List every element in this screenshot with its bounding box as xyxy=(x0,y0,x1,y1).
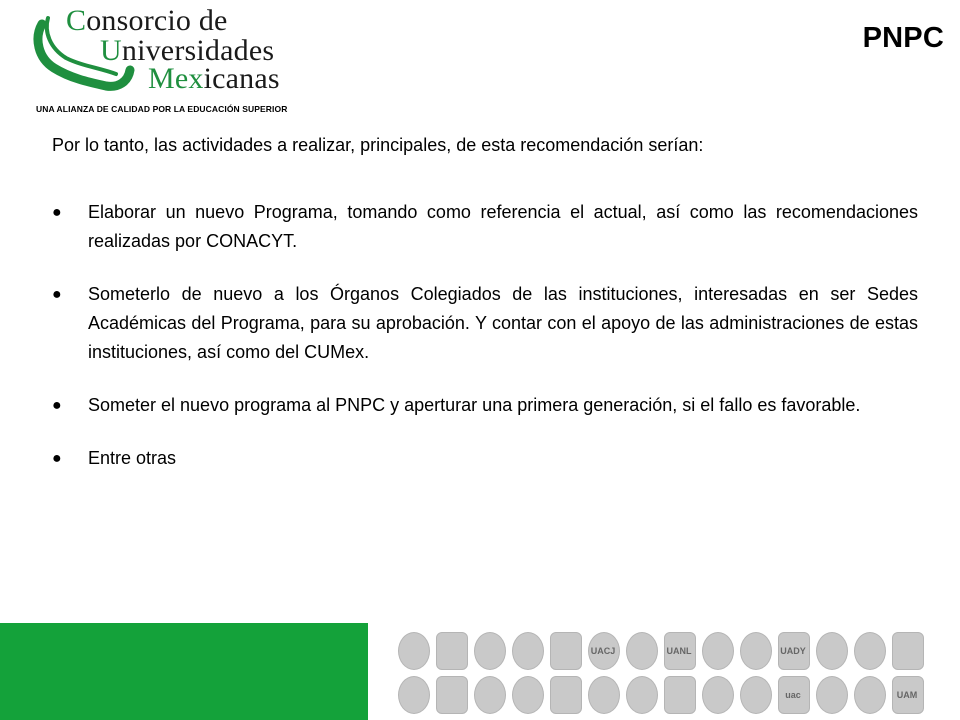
activities-list xyxy=(52,198,918,473)
intro-paragraph: Por lo tanto, las actividades a realizar, principales, de esta recomendación serían: xyxy=(52,135,704,155)
university-emblem-icon xyxy=(740,632,772,670)
university-emblem-label: UANL xyxy=(666,646,692,656)
list-item-text: Someterlo de nuevo a los Órganos Colegiados de las instituciones, interesadas en ser Sedes Académicas del Programa, para su aprobación. Y contar con el apoyo de las administraciones de estas instituciones, así como del CUMex. xyxy=(88,284,918,362)
university-emblem-label: UAM xyxy=(896,690,918,700)
logo-tagline: UNA ALIANZA DE CALIDAD POR LA EDUCACIÓN SUPERIOR xyxy=(36,104,288,114)
university-emblem-icon xyxy=(436,632,468,670)
university-emblems-strip xyxy=(394,632,960,720)
university-emblem-icon xyxy=(702,632,734,670)
list-item xyxy=(52,444,918,473)
list-item xyxy=(52,391,918,420)
university-emblem-icon xyxy=(816,632,848,670)
university-emblem-icon xyxy=(664,676,696,714)
university-emblem-icon xyxy=(854,632,886,670)
bullet-icon: ● xyxy=(52,286,62,303)
bullet-icon: ● xyxy=(52,204,62,221)
university-emblem-icon xyxy=(892,632,924,670)
list-item xyxy=(52,198,918,256)
university-emblem-icon xyxy=(474,632,506,670)
university-emblem-label: UADY xyxy=(780,646,806,656)
university-emblem-label: uac xyxy=(785,690,801,700)
list-item xyxy=(52,280,918,367)
university-emblem-icon xyxy=(626,676,658,714)
list-item-text: Someter el nuevo programa al PNPC y aperturar una primera generación, si el fallo es favorable. xyxy=(88,395,861,415)
university-emblem-icon xyxy=(398,676,430,714)
university-emblem-icon xyxy=(512,676,544,714)
logo-line-3: Mexicanas xyxy=(148,62,280,95)
university-emblem-icon xyxy=(398,632,430,670)
bullet-icon: ● xyxy=(52,397,62,414)
footer-green-block xyxy=(0,623,368,720)
university-emblem-icon xyxy=(588,676,620,714)
university-emblem-icon xyxy=(512,632,544,670)
university-emblem-label: UACJ xyxy=(590,646,616,656)
list-item-text: Entre otras xyxy=(88,448,177,468)
bullet-icon: ● xyxy=(52,450,62,467)
university-emblem-icon xyxy=(854,676,886,714)
list-item-text: Elaborar un nuevo Programa, tomando como referencia el actual, así como las recomendaciones realizadas por CONACYT. xyxy=(88,202,918,251)
university-emblem-icon xyxy=(702,676,734,714)
logo-line-2: Universidades xyxy=(100,34,275,67)
university-emblem-icon xyxy=(626,632,658,670)
logo-line-1: Consorcio de xyxy=(66,4,228,37)
university-emblem-icon xyxy=(740,676,772,714)
university-emblem-icon xyxy=(550,676,582,714)
university-emblem-icon xyxy=(550,632,582,670)
university-emblem-icon xyxy=(816,676,848,714)
pnpc-badge: PNPC xyxy=(862,22,944,54)
university-emblem-icon xyxy=(474,676,506,714)
university-emblem-icon xyxy=(436,676,468,714)
